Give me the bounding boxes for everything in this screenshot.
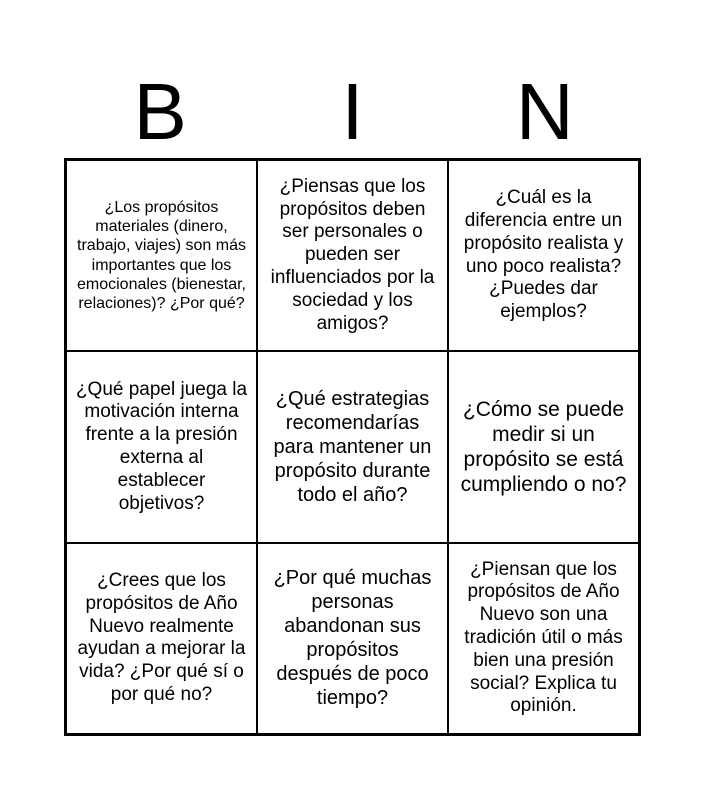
bingo-cell-text: ¿Por qué muchas personas abandonan sus propósitos después de poco tiempo? <box>273 567 432 710</box>
bingo-header <box>64 67 641 156</box>
bingo-cell-text: ¿Piensas que los propósitos deben ser personales o pueden ser influenciados por la sociedad y los amigos? <box>270 175 435 334</box>
bingo-cell-9 <box>448 543 639 734</box>
bingo-cell-text: ¿Cómo se puede medir si un propósito se está cumpliendo o no? <box>460 397 627 497</box>
bingo-cell-8 <box>257 543 448 734</box>
bingo-cell-5 <box>257 351 448 542</box>
header-letter-i: I <box>341 67 364 156</box>
bingo-cell-text: ¿Los propósitos materiales (dinero, trabajo, viajes) son más importantes que los emocionales (bienestar, relaciones)? ¿Por qué? <box>77 199 246 313</box>
header-letter-n: N <box>515 67 574 156</box>
bingo-grid <box>64 158 641 736</box>
bingo-cell-text: ¿Piensan que los propósitos de Año Nuevo son una tradición útil o más bien una presión social? Explica tu opinión. <box>464 558 623 717</box>
bingo-cell-3 <box>448 160 639 351</box>
bingo-cell-2 <box>257 160 448 351</box>
bingo-cell-1 <box>66 160 257 351</box>
bingo-cell-text: ¿Qué estrategias recomendarías para mantener un propósito durante todo el año? <box>273 387 432 506</box>
bingo-cell-text: ¿Cuál es la diferencia entre un propósito realista y uno poco realista? ¿Puedes dar ejemplos? <box>463 187 624 323</box>
bingo-cell-text: ¿Crees que los propósitos de Año Nuevo realmente ayudan a mejorar la vida? ¿Por qué sí o por qué no? <box>77 569 246 705</box>
bingo-cell-4 <box>66 351 257 542</box>
bingo-cell-text: ¿Qué papel juega la motivación interna frente a la presión externa al establecer objetivos? <box>75 378 248 514</box>
bingo-cell-7 <box>66 543 257 734</box>
header-letter-b: B <box>133 67 187 156</box>
bingo-cell-6 <box>448 351 639 542</box>
